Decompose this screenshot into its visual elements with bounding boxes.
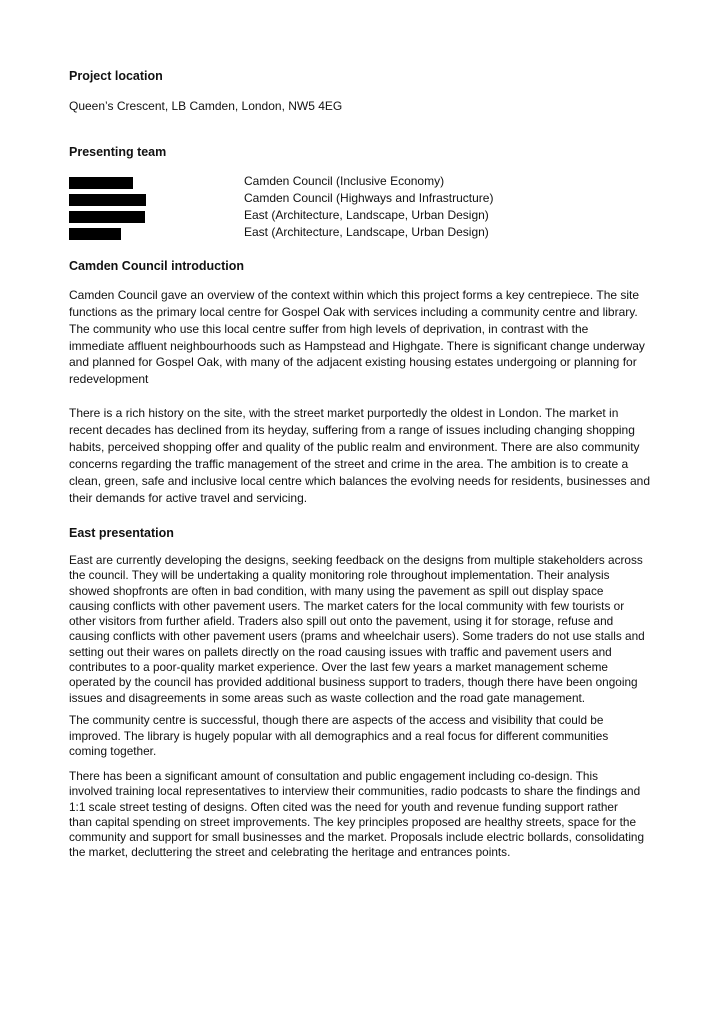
- text-line: The community who use this local centre suffer from high levels of deprivation, in contrast with the: [69, 321, 589, 336]
- project-location-heading: Project location: [69, 69, 163, 83]
- text-line: clean, green, safe and inclusive local centre which balances the evolving needs for residents, businesses and: [69, 474, 651, 488]
- presenting-team-list: [244, 173, 493, 241]
- team-member: East (Architecture, Landscape, Urban Design): [244, 208, 489, 222]
- text-line: There has been a significant amount of consultation and public engagement including co-design. This: [69, 769, 599, 783]
- text-line: setting out their wares on pallets directly on the road causing issues with traffic and pavement users and: [69, 644, 612, 659]
- text-line: showed shopfronts are often in bad condition, with many using the pavement as spill out display space: [69, 583, 604, 598]
- text-line: causing conflicts with other pavement users. The market caters for the local community with few tourists or: [69, 598, 625, 613]
- text-line: other visitors from further afield. Traders also spill out onto the pavement, using it for storage, refuse and: [69, 614, 614, 629]
- text-line: causing conflicts with other pavement users (prams and wheelchair users). Some traders do not use stalls and: [69, 629, 645, 644]
- team-member: Camden Council (Inclusive Economy): [244, 174, 445, 188]
- text-line: The community centre is successful, though there are aspects of the access and visibility that could be: [69, 713, 604, 727]
- east-presentation-paragraph-2: [69, 713, 654, 760]
- redacted-name-2: [69, 194, 146, 206]
- text-line: their demands for active travel and servicing.: [69, 491, 308, 505]
- text-line: and planned for Gospel Oak, with many of the adjacent existing housing estates undergoing or planning for: [69, 355, 637, 370]
- camden-intro-heading: Camden Council introduction: [69, 259, 244, 273]
- text-line: habits, perceived shopping offer and quality of the public realm and environment. There are also community: [69, 440, 640, 454]
- text-line: the council. They will be undertaking a quality monitoring role throughout implementation. Their analysis: [69, 568, 610, 583]
- redacted-name-3: [69, 211, 145, 223]
- text-line: the market, decluttering the street and celebrating the heritage and entrances points.: [69, 845, 511, 860]
- text-line: improved. The library is hugely popular with all demographics and a real focus for different communities: [69, 728, 609, 743]
- text-line: Camden Council gave an overview of the context within which this project forms a key centrepiece. The site: [69, 288, 640, 302]
- camden-intro-paragraph-2: [69, 405, 654, 507]
- text-line: community and support for small businesses and the market. Proposals include electric bollards, consolidating: [69, 830, 645, 845]
- text-line: concerns regarding the traffic management of the street and crime in the area. The ambition is to create a: [69, 457, 629, 471]
- text-line: immediate affluent neighbourhoods such as Hampstead and Highgate. There is significant change underway: [69, 338, 645, 353]
- text-line: East are currently developing the designs, seeking feedback on the designs from multiple stakeholders across: [69, 553, 643, 567]
- east-presentation-heading: East presentation: [69, 526, 174, 540]
- east-presentation-paragraph-3: [69, 769, 654, 861]
- redacted-name-4: [69, 228, 121, 240]
- text-line: 1:1 scale street testing of designs. Often cited was the need for youth and revenue funding support rather: [69, 799, 618, 814]
- east-presentation-paragraph-1: [69, 553, 654, 706]
- text-line: contributes to a poor-quality market experience. Over the last few years a market management scheme: [69, 660, 608, 675]
- team-member: Camden Council (Highways and Infrastructure): [244, 191, 494, 205]
- text-line: functions as the primary local centre for Gospel Oak with services including a community centre and library.: [69, 304, 638, 319]
- text-line: recent decades has declined from its heyday, suffering from a range of issues including changing shopping: [69, 423, 635, 437]
- text-line: There is a rich history on the site, with the street market purportedly the oldest in London. The market in: [69, 406, 619, 420]
- text-line: than capital spending on street improvements. The key principles proposed are healthy streets, space for the: [69, 814, 637, 829]
- text-line: involved training local representatives to interview their communities, radio podcasts to share the findings and: [69, 784, 641, 799]
- redacted-name-1: [69, 177, 133, 189]
- text-line: redevelopment: [69, 372, 149, 387]
- text-line: operated by the council has provided additional business support to traders, though there have been ongoing: [69, 675, 638, 690]
- camden-intro-paragraph-1: [69, 287, 654, 388]
- project-location-address: Queen’s Crescent, LB Camden, London, NW5 4EG: [69, 99, 343, 113]
- text-line: issues and disagreements in some areas such as waste collection and the road gate management.: [69, 690, 586, 705]
- presenting-team-heading: Presenting team: [69, 145, 167, 159]
- text-line: coming together.: [69, 744, 157, 759]
- team-member: East (Architecture, Landscape, Urban Design): [244, 225, 489, 239]
